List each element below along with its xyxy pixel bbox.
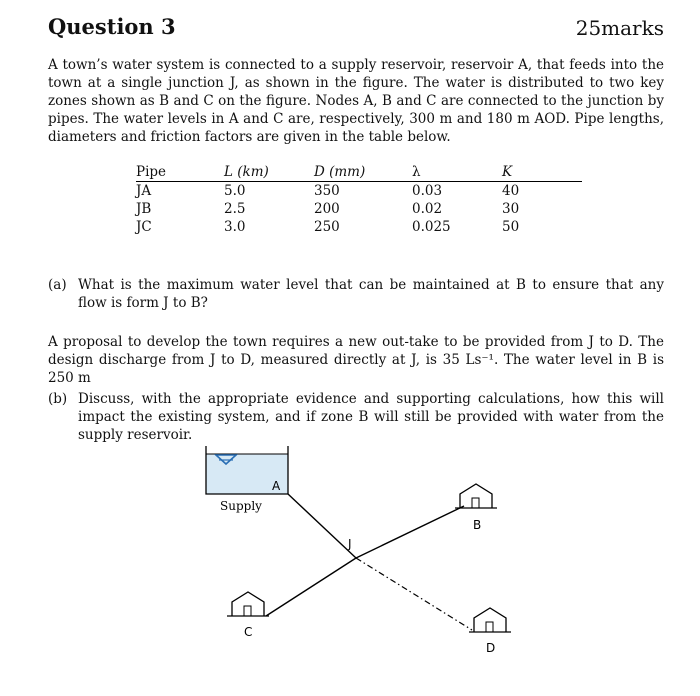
pipe-ja — [288, 494, 356, 558]
cell-length: 2.5 — [224, 201, 246, 217]
part-b-text: Discuss, with the appropriate evidence and supporting calculations, how this will impact the existing system, and if zone B will still be provided with water from the supply reservoir. — [78, 391, 664, 443]
table-row — [136, 182, 582, 201]
cell-length: 5.0 — [224, 183, 246, 199]
cell-k: 50 — [502, 219, 520, 235]
cell-pipe: JC — [136, 219, 152, 235]
cell-diameter: 250 — [314, 219, 340, 235]
cell-lambda: 0.02 — [412, 201, 443, 217]
node-b-label: B — [473, 518, 482, 532]
house-b-icon — [455, 484, 497, 508]
col-header-length: L (km) — [224, 162, 314, 182]
node-c-label: C — [244, 625, 253, 639]
question-header — [48, 14, 664, 44]
table-header-row — [136, 162, 582, 182]
pipe-jb — [356, 506, 464, 558]
col-header-lambda: λ — [412, 162, 502, 182]
part-b-label: (b) — [48, 391, 68, 407]
node-d-label: D — [486, 641, 496, 655]
part-a-label: (a) — [48, 277, 67, 293]
cell-diameter: 350 — [314, 183, 340, 199]
cell-diameter: 200 — [314, 201, 340, 217]
cell-lambda: 0.025 — [412, 219, 451, 235]
col-header-pipe: Pipe — [136, 162, 224, 182]
cell-lambda: 0.03 — [412, 183, 443, 199]
cell-k: 40 — [502, 183, 520, 199]
question-part-a — [48, 276, 664, 312]
intro-paragraph: A town’s water system is connected to a supply reservoir, reservoir A, that feeds into the town at a single junction J, as shown in the figure. The water is distributed to two key zones shown as B and C on the figure. Nodes A, B and C are connected to the junction by pipes. The water levels in A and C are, respectively, 300 m and 180 m AOD. Pipe lengths, diameters and friction factors are given in the table below. — [48, 57, 664, 145]
network-figure — [0, 440, 700, 696]
reservoir-label: A — [272, 479, 281, 493]
cell-length: 3.0 — [224, 219, 246, 235]
table-row — [136, 200, 582, 218]
supply-label: Supply — [220, 499, 262, 513]
house-c-icon — [227, 592, 269, 616]
question-marks: 25marks — [575, 16, 664, 40]
house-d-icon — [469, 608, 511, 632]
col-header-k: K — [502, 162, 582, 182]
col-header-diameter: D (mm) — [314, 162, 412, 182]
cell-pipe: JB — [136, 201, 152, 217]
pipe-jd-proposed — [356, 558, 472, 630]
proposal-paragraph: A proposal to develop the town requires a new out-take to be provided from J to D. The design discharge from J to D, measured directly at J, is 35 Ls⁻¹. The water level in B is 250 m — [48, 334, 664, 386]
pipe-jc — [266, 558, 356, 616]
question-title: Question 3 — [48, 14, 176, 39]
cell-k: 30 — [502, 201, 520, 217]
part-a-text: What is the maximum water level that can be maintained at B to ensure that any flow is form J to B? — [78, 277, 664, 311]
question-part-b — [48, 390, 664, 444]
pipe-table — [136, 162, 582, 236]
cell-pipe: JA — [136, 183, 152, 199]
junction-label: J — [348, 537, 352, 551]
table-row — [136, 218, 582, 236]
